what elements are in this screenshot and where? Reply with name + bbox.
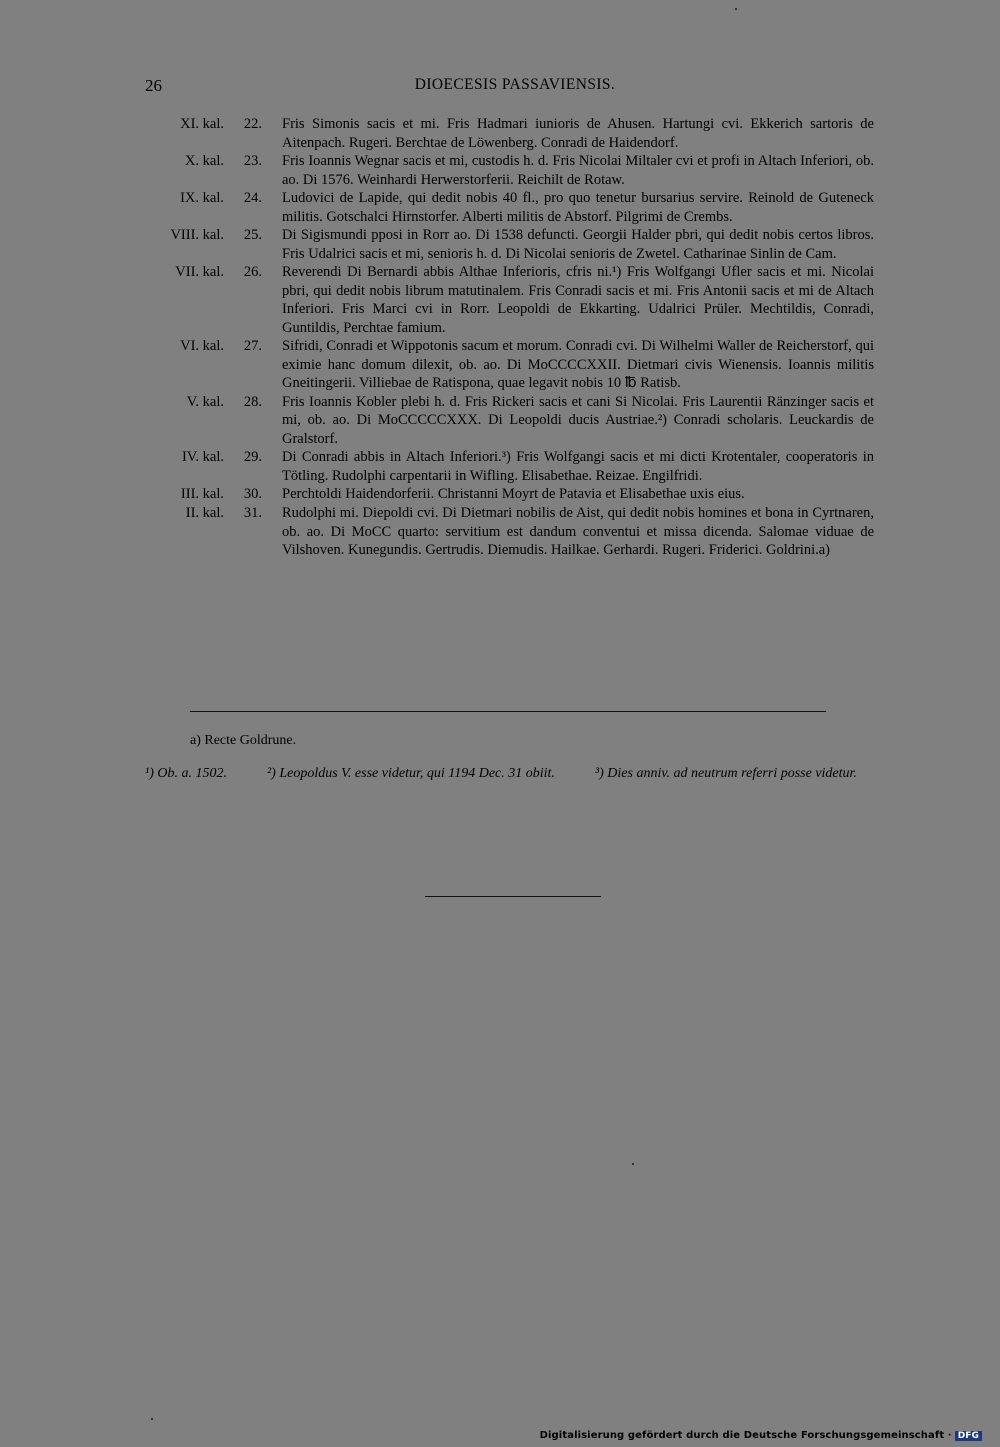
entry-day: 22. bbox=[243, 116, 262, 132]
entry-text: Di Sigismundi pposi in Rorr ao. Di 1538 defuncti. Georgii Halder pbri, qui dedit nobis certos libros. Fris Udalrici sacis et mi, senioris h. d. Di Nicolai senioris de Zwetel. Catharinae Sinlin de Cam. bbox=[282, 227, 874, 262]
entry-text: Fris Ioannis Wegnar sacis et mi, custodis h. d. Fris Nicolai Miltaler cvi et profi in Altach Inferiori, ob. ao. Di 1576. Weinhardi Herwerstorferii. Reichilt de Rotaw. bbox=[282, 153, 874, 188]
end-rule bbox=[425, 896, 601, 897]
entry-kal: II. kal. bbox=[185, 505, 224, 521]
entry-row bbox=[0, 448, 1000, 485]
entry-kal: IX. kal. bbox=[180, 190, 224, 206]
necrology-entries bbox=[0, 115, 1000, 560]
entry-day: 29. bbox=[243, 449, 262, 465]
entry-text: Di Conradi abbis in Altach Inferiori.³) Fris Wolfgangi sacis et mi dicti Krotentaler, cooperatoris in Tötling. Rudolphi carpentarii in Wifling. Elisabethae. Reizae. Engilfridi. bbox=[282, 449, 874, 484]
footnote-2: ²) Leopoldus V. esse videtur, qui 1194 Dec. 31 obiit. bbox=[266, 766, 555, 781]
entry-row bbox=[0, 504, 1000, 560]
entry-row bbox=[0, 485, 1000, 504]
entry-row bbox=[0, 337, 1000, 393]
entry-text: Perchtoldi Haidendorferii. Christanni Moyrt de Patavia et Elisabethae uxis eius. bbox=[282, 486, 745, 502]
entry-kal: VIII. kal. bbox=[170, 227, 224, 243]
entry-kal: III. kal. bbox=[180, 486, 224, 502]
running-title: DIOECESIS PASSAVIENSIS. bbox=[414, 76, 616, 93]
entry-row bbox=[0, 393, 1000, 449]
footnote-3: ³) Dies anniv. ad neutrum referri posse videtur. bbox=[594, 766, 857, 781]
footnote-separator bbox=[190, 711, 826, 712]
entry-day: 27. bbox=[243, 338, 262, 354]
page-number: 26 bbox=[145, 76, 162, 95]
footnote-1: ¹) Ob. a. 1502. bbox=[145, 766, 227, 781]
entry-text: Sifridi, Conradi et Wippotonis sacum et morum. Conradi cvi. Di Wilhelmi Waller de Reicherstorf, qui eximie hanc domum dilexit, ob. ao. Di MoCCCCXXII. Dietmari civis Wienensis. Ioannis militis Gneitingerii. Villiebae de Ratispona, quae legavit nobis 10 ℔ Ratisb. bbox=[282, 338, 874, 391]
scan-speck bbox=[151, 1418, 153, 1420]
entry-kal: V. kal. bbox=[186, 393, 224, 410]
entry-row bbox=[0, 152, 1000, 189]
entry-row bbox=[0, 226, 1000, 263]
page-header bbox=[0, 76, 1000, 96]
entry-kal: VI. kal. bbox=[180, 338, 224, 354]
footnotes bbox=[145, 765, 875, 783]
entry-row bbox=[0, 263, 1000, 337]
entry-day: 25. bbox=[243, 227, 262, 243]
entry-row bbox=[0, 115, 1000, 152]
entry-day: 28. bbox=[243, 393, 262, 410]
digitization-credit bbox=[540, 1430, 982, 1441]
entry-text: Reverendi Di Bernardi abbis Althae Inferioris, cfris ni.¹) Fris Wolfgangi Ufler sacis et mi. Nicolai pbri, qui dedit nobis librum matutinalem. Fris Conradi sacis et mi. Fris Antonii sacis et mi de Altach Inferiori. Fris Marci cvi in Rorr. Leopoldi de Ekkarting. Udalrici Prüler. Mechtildis, Conradi, Guntildis, Perchtae famium. bbox=[282, 264, 874, 336]
entry-text: Fris Ioannis Kobler plebi h. d. Fris Rickeri sacis et cani Si Nicolai. Fris Laurentii Ränzinger sacis et mi, ob. ao. Di MoCCCCCXXX. Di Leopoldi ducis Austriae.²) Conradi scholaris. Leuckardis de Gralstorf. bbox=[282, 393, 874, 447]
entry-kal: IV. kal. bbox=[181, 449, 224, 465]
entry-kal: XI. kal. bbox=[180, 116, 224, 132]
scan-speck bbox=[735, 8, 737, 10]
entry-kal: VII. kal. bbox=[175, 264, 224, 280]
entry-kal: X. kal. bbox=[184, 153, 224, 169]
entry-text: Rudolphi mi. Diepoldi cvi. Di Dietmari nobilis de Aist, qui dedit nobis homines et bona in Cyrtnaren, ob. ao. Di MoCC quarto: servitium est dandum conventui et missa dicenda. Salomae viduae de Vilshoven. Kunegundis. Gertrudis. Diemudis. Hailkae. Gerhardi. Rugeri. Friderici. Goldrini.a) bbox=[282, 505, 874, 558]
credit-text: Digitalisierung gefördert durch die Deutsche Forschungsgemeinschaft · bbox=[539, 1430, 952, 1441]
scan-speck bbox=[632, 1163, 634, 1165]
entry-day: 24. bbox=[243, 190, 262, 206]
text-note-a: a) Recte Goldrune. bbox=[190, 733, 297, 748]
dfg-logo: DFG bbox=[955, 1431, 982, 1441]
entry-day: 31. bbox=[243, 505, 262, 521]
entry-day: 23. bbox=[243, 153, 262, 169]
entry-row bbox=[0, 189, 1000, 226]
entry-text: Ludovici de Lapide, qui dedit nobis 40 fl., pro quo tenetur bursarius servire. Reinold de Guteneck militis. Gotschalci Hirnstorfer. Alberti militis de Abstorf. Pilgrimi de Crembs. bbox=[282, 190, 874, 225]
entry-text: Fris Simonis sacis et mi. Fris Hadmari iunioris de Ahusen. Hartungi cvi. Ekkerich sartoris de Aitenpach. Rugeri. Berchtae de Löwenberg. Conradi de Haidendorf. bbox=[282, 116, 874, 151]
entry-day: 26. bbox=[243, 264, 262, 280]
entry-day: 30. bbox=[243, 486, 262, 502]
